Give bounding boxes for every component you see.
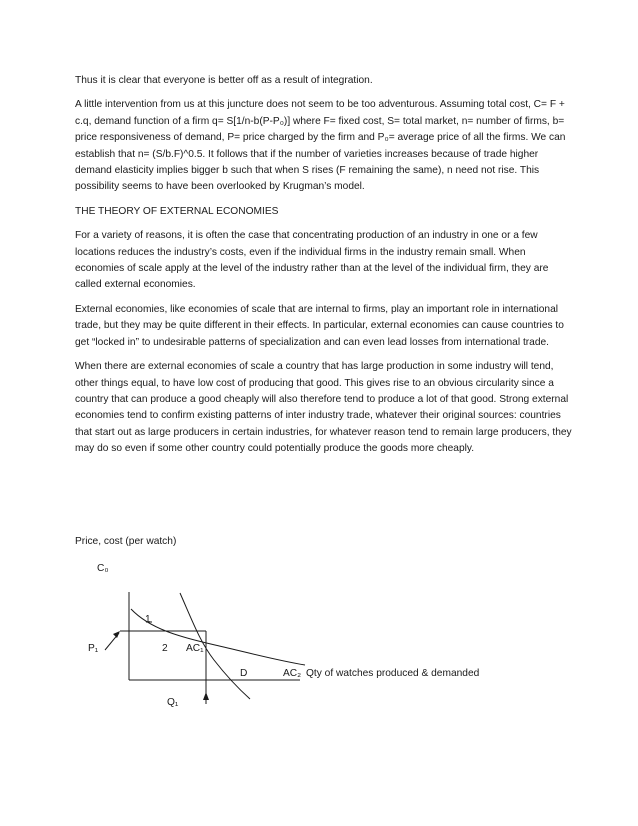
p1-arrow-line (105, 633, 119, 650)
paragraph-external-economies-effects: External economies, like economies of scale that are internal to firms, play an important role in international trade, but they may be quite different in their effects. In particular, external economies can cause countries to get “locked in” to undesirable patterns of specialization and can even lead losses from international trade. (75, 303, 564, 348)
point-1-label: 1 (145, 614, 151, 625)
average-cost-curve (131, 609, 305, 665)
p1-label: P₁ (88, 643, 99, 654)
body-text (75, 73, 575, 466)
paragraph-integration: Thus it is clear that everyone is better off as a result of integration. (75, 75, 373, 86)
point-2-label: 2 (162, 643, 168, 654)
ac2-label: AC₂ (283, 668, 302, 679)
q1-label: Q₁ (167, 697, 179, 708)
paragraph-external-economies-definition: For a variety of reasons, it is often the case that concentrating production of an industry in one or a few locations reduces the industry’s costs, even if the individual firms in the industry remain small. When economies of scale apply at the level of the industry rather than at the level of the individual firm, they are called external economies. (75, 230, 549, 291)
c0-label: C₀ (97, 563, 109, 574)
ac1-label: AC₁ (186, 643, 204, 654)
paragraph-circularity: When there are external economies of scale a country that has large production in some industry will tend, other things equal, to have low cost of producing that good. This gives rise to an obvious circularity since a country that can produce a good cheaply will also therefore tend to produce a lot of that good. Strong external economies tend to confirm existing patterns of inter industry trade, whatever their original sources: countries that start out as large producers in certain industries, for whatever reason tend to remain large producers, they may do so even if some other country could potentially produce the goods more cheaply. (75, 361, 572, 455)
paragraph-intervention: A little intervention from us at this juncture does not seem to be too adventurous. Assuming total cost, C= F + c.q, demand function of a firm q= S[1/n-b(P-P₀)] where F= fixed cost, S= total market, n= number of firms, b= price responsiveness of demand, P= price charged by the firm and P₀= average price of all the firms. We can establish that n= (S/b.F)^0.5. It follows that if the number of varieties increases because of trade higher demand elasticity implies bigger b such that when S rises (F remaining the same), n need not rise. This possibility seems to have been overlooked by Krugman’s model. (75, 99, 566, 193)
y-axis-label: Price, cost (per watch) (75, 536, 177, 547)
p1-arrowhead (113, 631, 120, 638)
x-axis-label: Qty of watches produced & demanded (306, 668, 480, 679)
q1-arrowhead (203, 692, 209, 700)
section-heading: THE THEORY OF EXTERNAL ECONOMIES (75, 205, 279, 217)
demand-label: D (240, 668, 248, 679)
